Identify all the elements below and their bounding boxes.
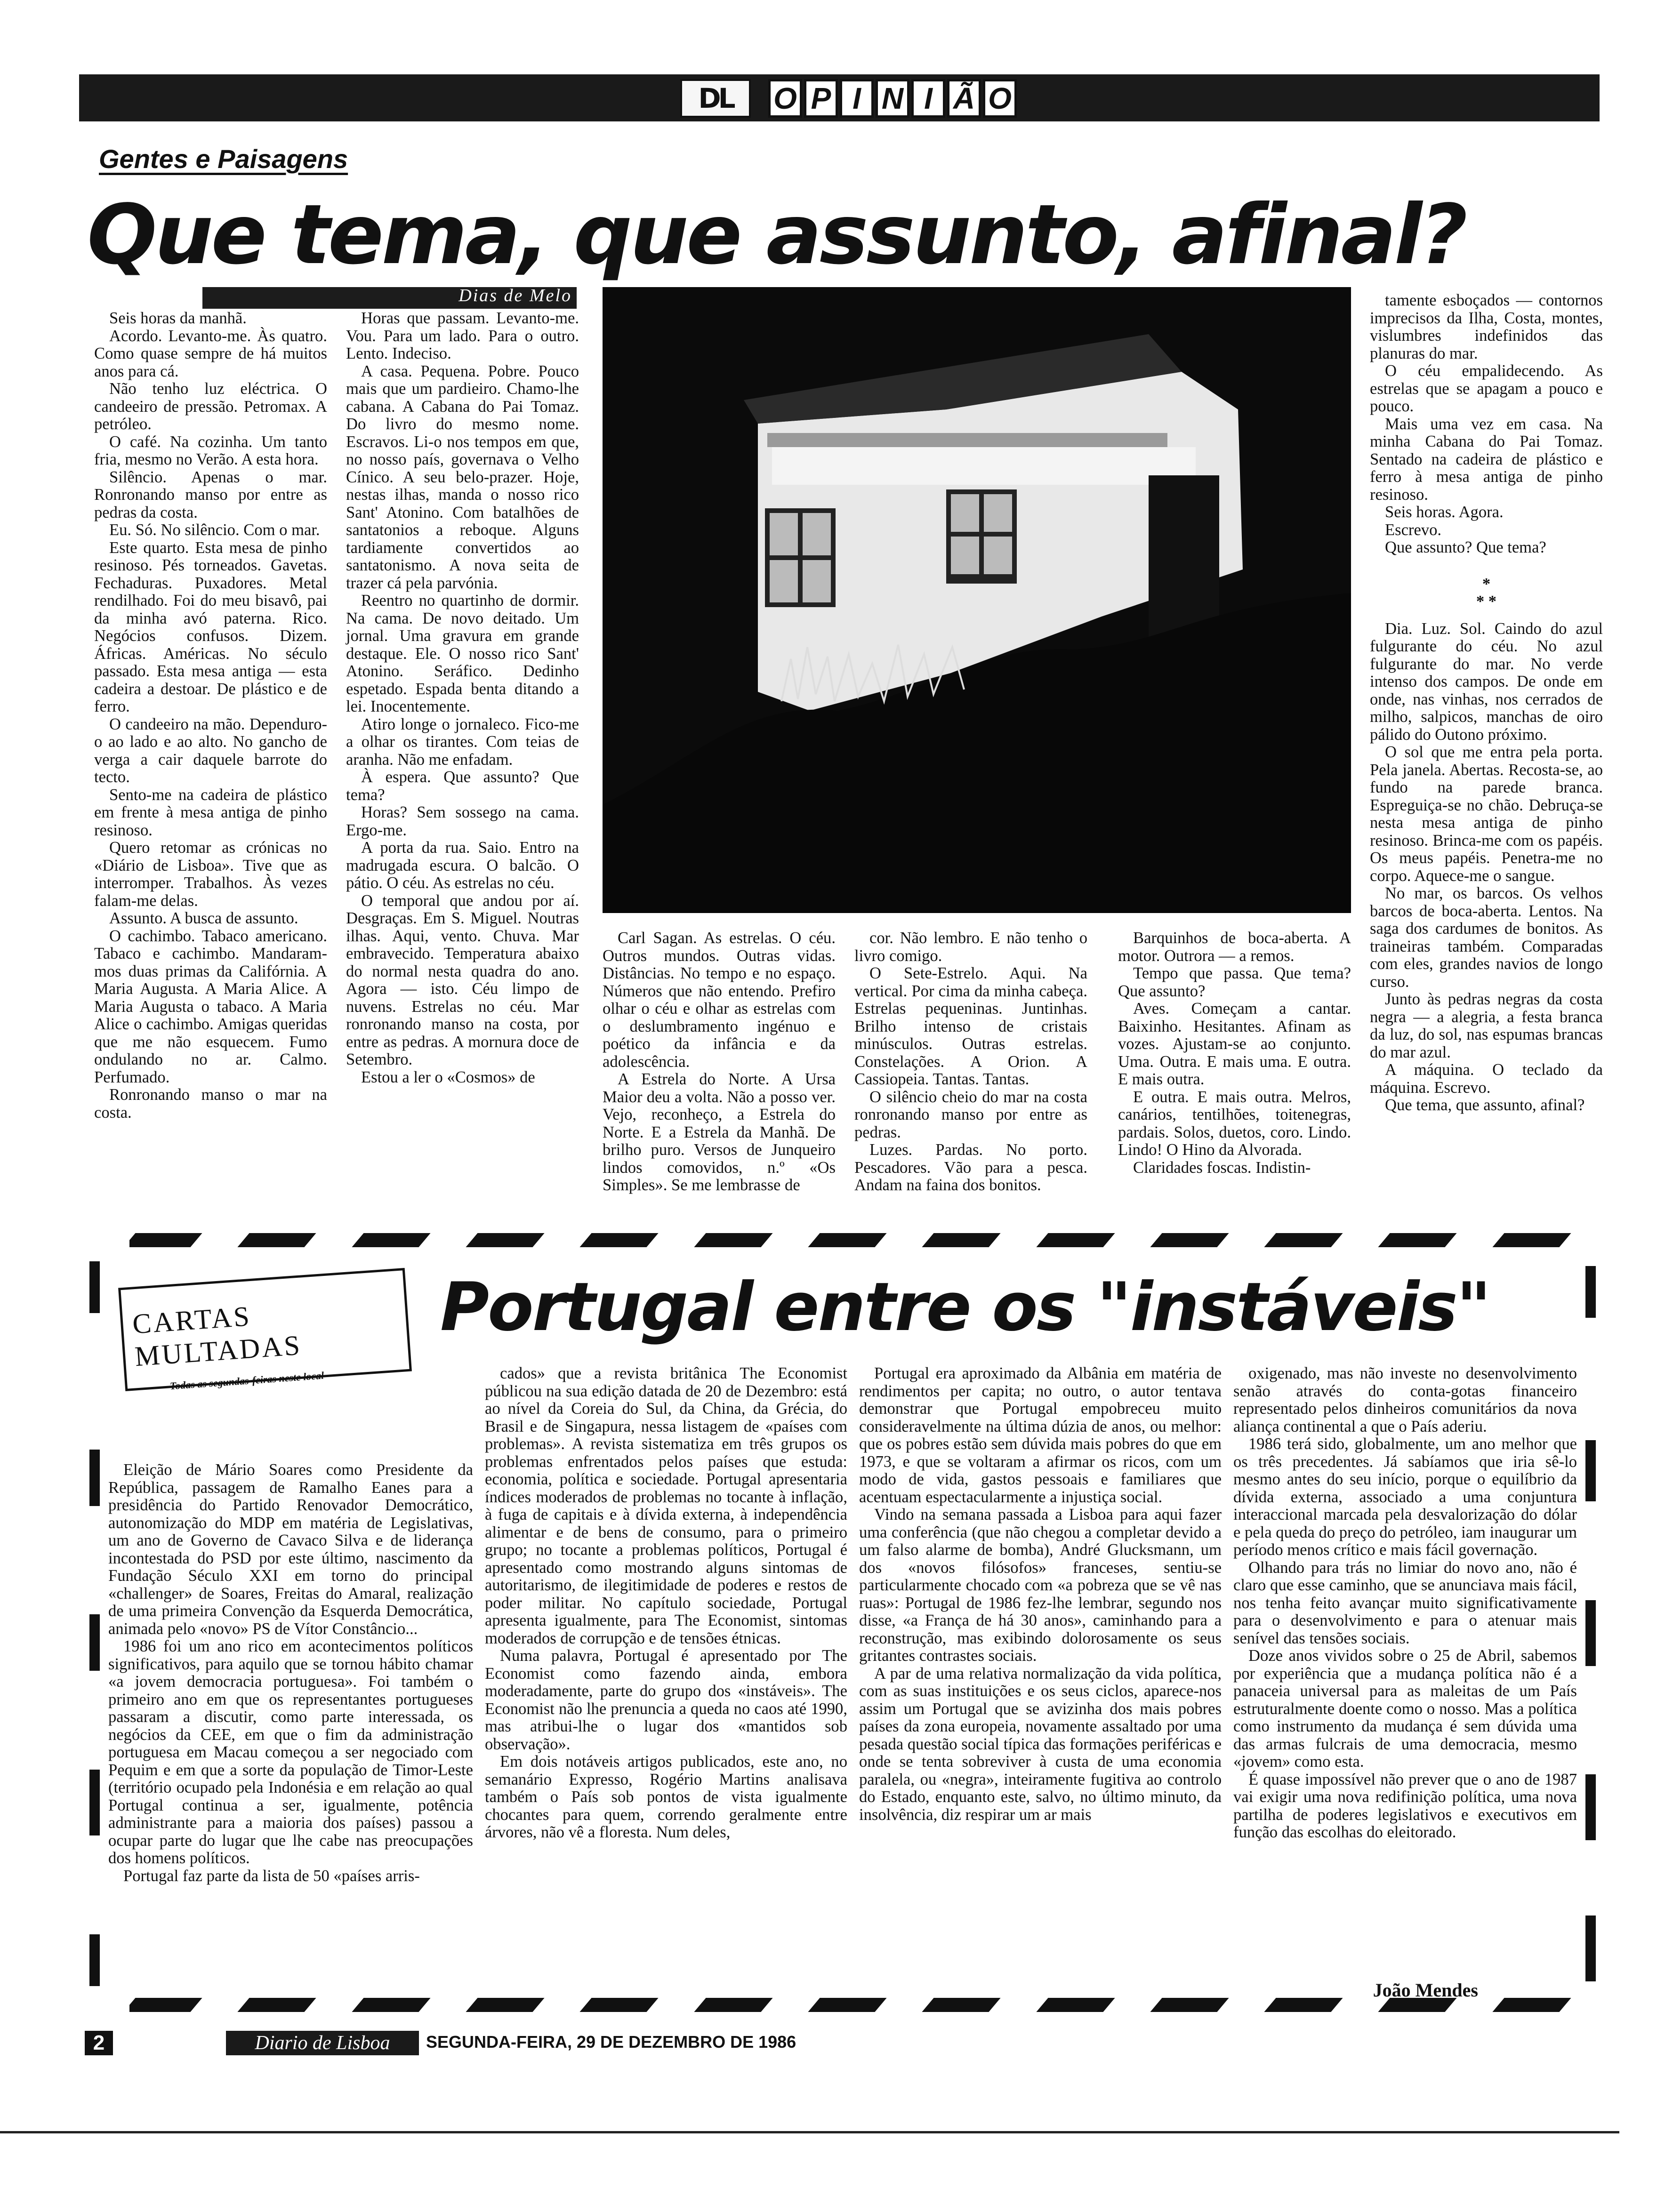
paragraph: Não tenho luz eléctrica. O candeeiro de pressão. Petromax. A petróleo.	[94, 380, 327, 433]
paragraph: Horas que passam. Levanto-me. Vou. Para um lado. Para o outro. Lento. Indeciso.	[346, 309, 579, 362]
top-dashed-border	[129, 1233, 1612, 1266]
opiniao-section-label	[768, 79, 1019, 118]
opiniao-letter: O	[768, 79, 802, 118]
paragraph: Dia. Luz. Sol. Caindo do azul fulgurante do céu. No azul fulgurante do mar. No verde intenso dos campos. De onde em onde, nas vinhas, nos cerrados de milho, salpicos, manchas de oiro pálido do Outono próximo.	[1370, 619, 1603, 744]
opiniao-letter: P	[804, 79, 838, 118]
paragraph: cados» que a revista britânica The Economist públicou na sua edição datada de 20 de Dezembro: está ao nível da Coreia do Sul, da China, da Grécia, do Brasil e de Singapura, nessa listagem de «países com problemas». A revista sistematiza em três grupos os problemas enfrentados pelos países que estuda: economia, política e sociedade. Portugal apresentaria índices moderados de problemas no tocante à inflação, à fuga de capitais e à dívida externa, à independência alimentar e de bens de consumo, para o primeiro grupo; no tocante a problemas políticos, Portugal é apresentado como mostrando alguns sintomas de autoritarismo, de ilegitimidade de poderes e restos de poder militar. No capítulo sociedade, Portugal apresenta igualmente, para The Economist, sintomas moderados de corrupção e de tensões étnicas.	[485, 1364, 847, 1647]
right-border-mark	[1585, 1774, 1596, 1840]
paragraph: A máquina. O teclado da máquina. Escrevo.	[1370, 1061, 1603, 1097]
paragraph: Que assunto? Que tema?	[1385, 538, 1546, 556]
left-border-mark	[89, 1450, 100, 1506]
article2-col1	[108, 1461, 473, 1991]
bottom-dashed-border	[129, 1998, 1612, 2031]
paragraph: Ronronando manso o mar na costa.	[94, 1086, 327, 1122]
left-border-mark	[89, 1614, 100, 1671]
paragraph: Carl Sagan. As estrelas. O céu. Outros mundos. Outras vidas. Distâncias. No tempo e no espaço. Números que não entendo. Prefiro olhar o céu e olhar as estrelas com o deslumbramento ingénuo e poético da infância e da adolescência.	[603, 929, 836, 1071]
paragraph: Silêncio. Apenas o mar. Ronronando manso por entre as pedras da costa.	[94, 468, 327, 521]
paragraph: Em dois notáveis artigos publicados, este ano, no semanário Expresso, Rogério Martins analisava também o País sob pontos de vista igualmente chocantes para quem, correndo geralmente entre árvores, não vê a floresta. Num deles,	[485, 1753, 847, 1841]
article2-headline: Portugal entre os "instáveis"	[440, 1268, 1490, 1346]
opiniao-letter: O	[983, 79, 1017, 118]
paragraph: Acordo. Levanto-me. Às quatro. Como quase sempre de há muitos anos para cá.	[94, 327, 327, 380]
article1-col2	[346, 310, 579, 1218]
paragraph: O céu empalidecendo. As estrelas que se apagam a pouco e pouco.	[1370, 362, 1603, 415]
left-border-mark	[89, 1261, 100, 1313]
paragraph: cor. Não lembro. E não tenho o livro comigo.	[854, 929, 1087, 965]
paragraph: O sol que me entra pela porta. Pela janela. Abertas. Recosta-se, ao fundo na parede branca. Espreguiça-se no chão. Debruça-se nesta mesa antiga de pinho resinoso. Brinca-me com os papéis. Os meus papéis. Penetra-me no corpo. Aquece-me o sangue.	[1370, 743, 1603, 885]
paragraph: Portugal era aproximado da Albânia em matéria de rendimentos per capita; no outro, o autor tentava demonstrar que Portugal empobreceu muito consideravelmente na última dúzia de anos, ou melhor: que os pobres estão sem dúvida mais pobres do que em 1973, e que se voltaram a afirmar os ricos, com um modo de vida, gastos pessoais e familiares que acentuam espectacularmente a injustiça social.	[859, 1364, 1222, 1506]
paragraph: Barquinhos de boca-aberta. A motor. Outrora — a remos.	[1118, 929, 1351, 965]
right-border-mark	[1585, 1440, 1596, 1501]
paragraph: E outra. E mais outra. Melros, canários, tentilhões, toitenegras, pardais. Solos, duetos, coro. Lindo. Lindo! O Hino da Alvorada.	[1118, 1088, 1351, 1159]
paragraph: O cachimbo. Tabaco americano. Tabaco e cachimbo. Mandaram-mos duas primas da Califórnia. A Maria Augusta. A Maria Alice. A Maria Augusta o tabaco. A Maria Alice o cachimbo. Amigas queridas que me não esquecem. Fumo ondulando no ar. Calmo. Perfumado.	[94, 927, 327, 1086]
paragraph: 1986 foi um ano rico em acontecimentos políticos significativos, para aquilo que se tornou hábito chamar «a jovem democracia portuguesa». Foi também o primeiro ano em que os representantes portugueses passaram a discutir, como parte interessada, os negócios da CEE, em que o fim da administração portuguesa em Macau começou a ser negociado com Pequim e em que a sorte da população de Timor-Leste (território ocupado pela Indonésia e em relação ao qual Portugal continua a ser, igualmente, potência administrante para a maioria dos países) passou a ocupar parte do lugar que lhe cabe nas preocupações dos homens políticos.	[108, 1637, 473, 1867]
article1-col3	[603, 930, 836, 1224]
paragraph: 1986 terá sido, globalmente, um ano melhor que os três precedentes. Já sabíamos que iria sê-lo mesmo antes do seu início, porque o equilíbrio da dívida externa, associado a uma conjuntura interaccional marcada pela desvalorização do dólar e pela queda do preço do petróleo, iam inaugurar um período menos crítico e mais fácil governação.	[1233, 1435, 1577, 1559]
paragraph: A Estrela do Norte. A Ursa Maior deu a volta. Não a posso ver. Vejo, reconheço, a Estrela do Norte. E a Estrela da Manhã. De brilho puro. Versos de Junqueiro lindos comovidos, n.º «Os Simples». Se me lembrasse de	[603, 1070, 836, 1194]
stamp-title: CARTAS MULTADAS	[131, 1300, 303, 1372]
article2-author: João Mendes	[1373, 1980, 1478, 2001]
paragraph: Junto às pedras negras da costa negra — a alegria, a festa branca da luz, do sol, nas espumas brancas do mar azul.	[1370, 990, 1603, 1061]
section-title: Gentes e Paisagens	[99, 144, 348, 174]
cartas-multadas-stamp	[118, 1268, 412, 1391]
newspaper-logo: Diario de Lisboa	[226, 2031, 419, 2055]
stamp-subtitle: Todas as segundas-feiras neste local	[169, 1369, 324, 1392]
article-author: Dias de Melo	[458, 286, 572, 305]
paragraph: tamente esboçados — contornos imprecisos da Ilha, Costa, montes, vislumbres indefinidos das planuras do mar.	[1370, 291, 1603, 362]
article1-col4	[854, 930, 1087, 1224]
issue-date: SEGUNDA-FEIRA, 29 DE DEZEMBRO DE 1986	[426, 2032, 796, 2052]
paragraph: Escrevo.	[1385, 521, 1442, 539]
article-headline: Que tema, que assunto, afinal?	[87, 187, 1465, 283]
paragraph: Reentro no quartinho de dormir. Na cama. De novo deitado. Um jornal. Uma gravura em grande destaque. Ele. O nosso rico Sant' Atonino. Seráfico. Dedinho espetado. Espada benta ditando a lei. Inocentemente.	[346, 592, 579, 715]
paragraph: Mais uma vez em casa. Na minha Cabana do Pai Tomaz. Sentado na cadeira de plástico e ferro à mesa antiga de pinho resinoso.	[1370, 415, 1603, 504]
paragraph: Claridades foscas. Indistin-	[1133, 1158, 1311, 1177]
paragraph: Assunto. A busca de assunto.	[109, 909, 298, 927]
opiniao-letter: I	[840, 79, 874, 118]
paragraph: Atiro longe o jornaleco. Fico-me a olhar os tirantes. Com teias de aranha. Não me enfadam.	[346, 715, 579, 769]
left-border-mark	[89, 1934, 100, 1986]
section-separator: * * *	[1476, 575, 1497, 610]
article1-col5	[1118, 930, 1351, 1224]
paragraph: Portugal faz parte da lista de 50 «países arris-	[123, 1867, 420, 1885]
paragraph: Numa palavra, Portugal é apresentado por The Economist como fazendo ainda, embora moderadamente, parte do grupo dos «instáveis». The Economist não lhe prenuncia a queda no caos até 1990, mas atribui-lhe o lugar dos «mantidos sob observação».	[485, 1647, 847, 1753]
opiniao-letter: N	[876, 79, 909, 118]
cottage-photo	[603, 287, 1351, 913]
paragraph: No mar, os barcos. Os velhos barcos de boca-aberta. Lentos. Na saga dos cardumes de bonitos. As traineiras também. Comparadas com eles, grandes navios de longo curso.	[1370, 884, 1603, 991]
scan-edge-rule	[0, 2131, 1619, 2133]
left-border-mark	[89, 1770, 100, 1835]
paragraph: O temporal que andou por aí. Desgraças. Em S. Miguel. Noutras ilhas. Aqui, vento. Chuva. Mar embravecido. Temperatura abaixo do normal nesta quadra do ano. Agora — isto. Céu limpo de nuvens. Estrelas no céu. Mar ronronando manso na costa, por entre as pedras. A mornura doce de Setembro.	[346, 891, 579, 1068]
opiniao-letter: Ã	[947, 79, 981, 118]
paragraph: Aves. Começam a cantar. Baixinho. Hesitantes. Afinam as vozes. Ajustam-se ao conjunto. Uma. Outra. E mais uma. E outra. E mais outra.	[1118, 1000, 1351, 1088]
paragraph: Este quarto. Esta mesa de pinho resinoso. Pés torneados. Gavetas. Fechaduras. Puxadores. Metal rendilhado. Foi do meu bisavô, pai da minha avó paterna. Rico. Negócios confusos. Dizem. Áfricas. Américas. No século passado. Esta mesa antiga — esta cadeira a destoar. De plástico e de ferro.	[94, 538, 327, 715]
paragraph: Estou a ler o «Cosmos» de	[361, 1068, 535, 1086]
paragraph: O café. Na cozinha. Um tanto fria, mesmo no Verão. A esta hora.	[94, 433, 327, 468]
opiniao-letter: I	[911, 79, 945, 118]
paragraph: Eu. Só. No silêncio. Com o mar.	[109, 521, 320, 539]
dl-logo: DL	[680, 79, 751, 118]
paragraph: O silêncio cheio do mar na costa ronronando manso por entre as pedras.	[854, 1088, 1087, 1141]
article1-col1	[94, 310, 327, 1218]
paragraph: É quase impossível não prever que o ano de 1987 vai exigir uma nova redifinição política, uma nova partilha de poderes legislativos e executivos em função das escolhas do eleitorado.	[1233, 1770, 1577, 1841]
paragraph: À espera. Que assunto? Que tema?	[346, 768, 579, 804]
paragraph: O candeeiro na mão. Dependuro-o ao lado e ao alto. No gancho de verga a cair daquele barrote do tecto.	[94, 715, 327, 786]
paragraph: A porta da rua. Saio. Entro na madrugada escura. O balcão. O pátio. O céu. As estrelas no céu.	[346, 839, 579, 892]
paragraph: Olhando para trás no limiar do novo ano, não é claro que esse caminho, que se anunciava mais fácil, nos tenha feito avançar muito significativamente para o desenvolvimento e para o atenuar mais senível das tensões sociais.	[1233, 1558, 1577, 1647]
article2-col4	[1233, 1365, 1577, 1972]
paragraph: Seis horas. Agora.	[1385, 503, 1504, 521]
paragraph: Eleição de Mário Soares como Presidente da República, passagem de Ramalho Eanes para a presidência do Partido Renovador Democrático, autonomização do MDP em matéria de Legislativas, um ano de Governo de Cavaco Silva e de liderança incontestada do PSD por este último, nascimento da Fundação Século XXI em torno do principal «challenger» de Soares, Freitas do Amaral, realização de uma primeira Convenção da Esquerda Democrática, animada pelo «novo» PS de Vítor Constâncio...	[108, 1461, 473, 1638]
paragraph: O Sete-Estrelo. Aqui. Na vertical. Por cima da minha cabeça. Estrelas pequeninas. Juntinhas. Brilho intenso de cristais minúsculos. Outras estrelas. Constelações. A Orion. A Cassiopeia. Tantas. Tantas.	[854, 964, 1087, 1088]
right-border-mark	[1585, 1915, 1596, 1981]
article1-col6-bottom	[1370, 620, 1603, 1114]
paragraph: Tempo que passa. Que tema? Que assunto?	[1118, 964, 1351, 1000]
right-border-mark	[1585, 1266, 1596, 1318]
paragraph: Seis horas da manhã.	[109, 309, 247, 327]
article1-col6	[1370, 292, 1603, 1221]
paragraph: Horas? Sem sossego na cama. Ergo-me.	[346, 803, 579, 839]
paragraph: A par de uma relativa normalização da vida política, com as suas instituições e os seus ciclos, aparece-nos assim um Portugal que se avizinha dos mais pobres países da zona europeia, novamente assaltado por uma pesada questão social típica das formações periféricas e onde se tenta sobreviver à custa de uma economia paralela, ou «negra», inteiramente fugitiva ao controlo do Estado, enquanto este, salvo, no último minuto, da insolvência, diz respirar um ar mais	[859, 1664, 1222, 1824]
article1-col6-top	[1370, 292, 1603, 557]
paragraph: Vindo na semana passada a Lisboa para aqui fazer uma conferência (que não chegou a completar devido a um falso alarme de bomba), André Glucksmann, um dos «novos filósofos» franceses, sentiu-se particularmente chocado com «a pobreza que se vê nas ruas»: Portugal de 1986 fez-lhe lembrar, segundo nos disse, «a França de há 30 anos», caminhando para a reconstrução, mas exibindo dolorosamente os seus gritantes contrastes sociais.	[859, 1506, 1222, 1665]
right-border-mark	[1585, 1600, 1596, 1666]
paragraph: Que tema, que assunto, afinal?	[1385, 1096, 1585, 1114]
page-number: 2	[85, 2031, 113, 2055]
article2-col2	[485, 1365, 847, 1991]
paragraph: Doze anos vividos sobre o 25 de Abril, sabemos por experiência que a mudança política não é a panaceia universal para as maleitas de um País estruturalmente doente como o nosso. Mas a política como instrumento da mudança é sem dúvida uma das armas fulcrais de uma democracia, mesmo «jovem» como esta.	[1233, 1647, 1577, 1771]
paragraph: Quero retomar as crónicas no «Diário de Lisboa». Tive que as interromper. Trabalhos. Às vezes falam-me delas.	[94, 839, 327, 910]
paragraph: Luzes. Pardas. No porto. Pescadores. Vão para a pesca. Andam na faina dos bonitos.	[854, 1141, 1087, 1194]
paragraph: A casa. Pequena. Pobre. Pouco mais que um pardieiro. Chamo-lhe cabana. A Cabana do Pai Tomaz. Do livro do mesmo nome. Escravos. Li-o nos tempos em que, no nosso país, governava o Velho Cínico. A seu belo-prazer. Hoje, nestas ilhas, manda o nosso rico Sant' Atonino. Com batalhões de santatonios a reboque. Alguns tardiamente convertidos ao santatonismo. A nova seita de trazer cá pela parvónia.	[346, 362, 579, 592]
paragraph: oxigenado, mas não investe no desenvolvimento senão através do conta-gotas financeiro representado pelos dinheiros comunitários da nova aliança continental a que o País aderiu.	[1233, 1364, 1577, 1435]
paragraph: Sento-me na cadeira de plástico em frente à mesa antiga de pinho resinoso.	[94, 785, 327, 839]
article2-col3	[859, 1365, 1222, 1991]
